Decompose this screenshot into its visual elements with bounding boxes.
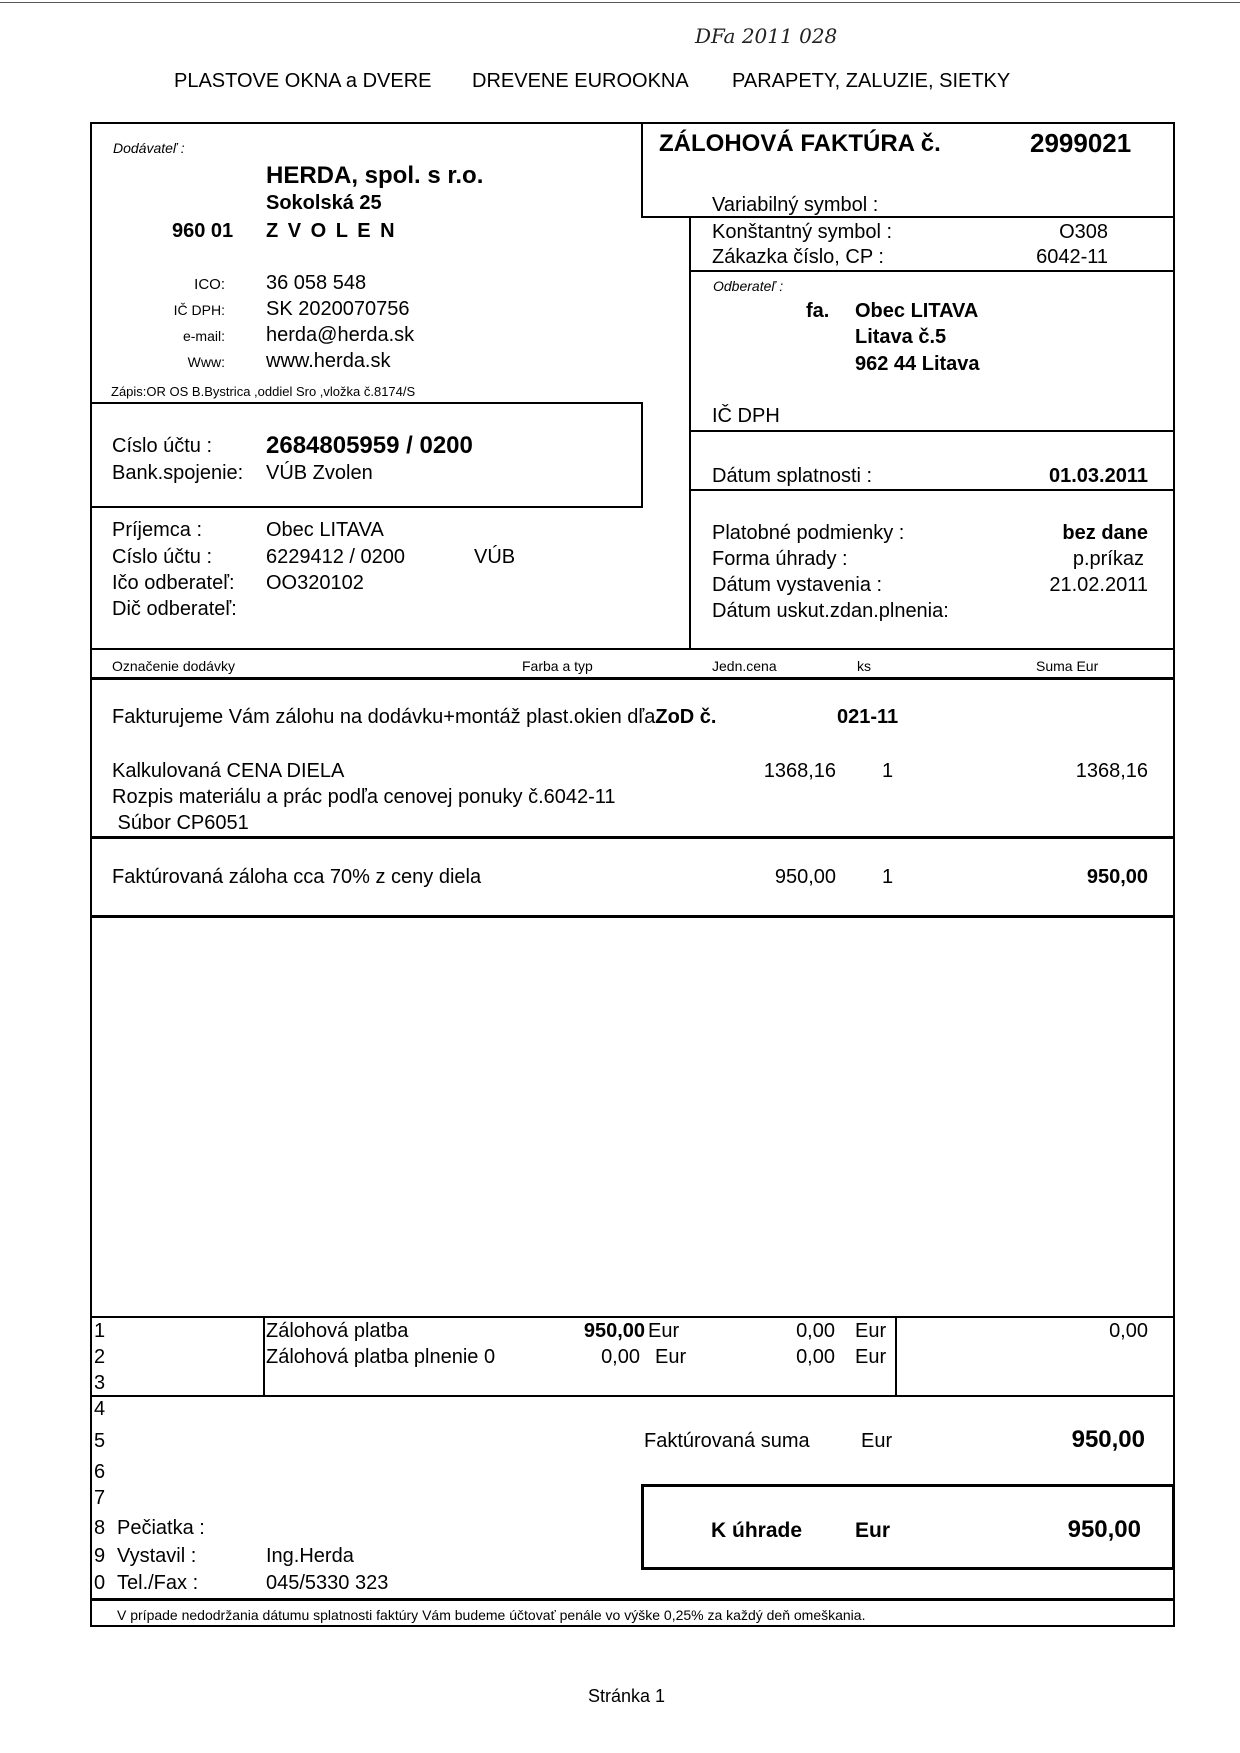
advance2-tax-currency: Eur [855, 1346, 887, 1368]
summary-inner-mid [895, 1316, 897, 1396]
row1-divider [90, 836, 1175, 839]
row1-qty: 1 [882, 760, 894, 782]
variable-symbol-label: Variabilný symbol : [712, 194, 879, 216]
stamp-label: Pečiatka : [117, 1517, 205, 1539]
row2-desc: Faktúrovaná záloha cca 70% z ceny diela [112, 866, 482, 888]
recipient-value: Obec LITAVA [266, 519, 384, 541]
supplier-registry: Zápis:OR OS B.Bystrica ,oddiel Sro ,vložka č.8174/S [111, 384, 416, 399]
order-label: Zákazka číslo, CP : [712, 246, 884, 268]
bank-name-value: VÚB Zvolen [266, 462, 373, 484]
intro-contract-number: 021-11 [837, 706, 899, 728]
row1-sum: 1368,16 [1075, 760, 1148, 782]
order-value: 6042-11 [1036, 246, 1108, 268]
invoice-title: ZÁLOHOVÁ FAKTÚRA č. [659, 130, 941, 157]
table-header-bottom [90, 677, 1175, 680]
advance-tax: 0,00 [796, 1320, 835, 1342]
col-sum: Suma Eur [1036, 658, 1099, 674]
customer-street: Litava č.5 [855, 326, 947, 348]
supplier-icdph: SK 2020070756 [266, 298, 410, 320]
row1-desc: Kalkulovaná CENA DIELA [112, 760, 345, 782]
issued-by-label: Vystavil : [117, 1545, 197, 1567]
advance-amount: 950,00 [583, 1320, 645, 1342]
constant-symbol-label: Konštantný symbol : [712, 221, 893, 243]
intro-text-main: Fakturujeme Vám zálohu na dodávku+montáž plast.okien dľa [112, 706, 656, 728]
recipient-account-value: 6229412 / 0200 [266, 546, 406, 568]
customer-prefix: fa. [806, 300, 830, 322]
line-number-4: 4 [94, 1398, 106, 1420]
invoiced-sum-amount: 950,00 [1071, 1426, 1145, 1453]
terms-value: bez dane [1062, 522, 1148, 544]
to-pay-label: K úhrade [711, 1519, 803, 1542]
supplier-label: Dodávateľ : [113, 140, 185, 156]
taxable-date-label: Dátum uskut.zdan.plnenia: [712, 600, 949, 622]
line-number-9: 9 [94, 1545, 106, 1567]
customer-city: 962 44 Litava [855, 353, 980, 375]
col-qty: ks [857, 658, 871, 674]
line-number-2: 2 [94, 1346, 106, 1368]
summary-top [90, 1316, 1175, 1318]
customer-ico-value: OO320102 [266, 572, 364, 594]
supplier-email[interactable]: herda@herda.sk [266, 324, 415, 346]
terms-label: Platobné podmienky : [712, 522, 905, 544]
col-designation: Označenie dodávky [112, 658, 235, 674]
scan-edge-line [0, 2, 1240, 3]
footer-penalty-note: V prípade nedodržania dátumu splatnosti faktúry Vám budeme účtovať penále vo výške 0,25% za každý deň omeškania. [117, 1607, 866, 1623]
supplier-www-label: Www: [187, 354, 225, 370]
issued-date-value: 21.02.2011 [1049, 574, 1148, 596]
bank-account-label: Císlo účtu : [112, 435, 213, 457]
table-header-top [90, 648, 1175, 650]
advance-label: Zálohová platba [266, 1320, 409, 1342]
phone-label: Tel./Fax : [117, 1572, 199, 1594]
summary-right-value: 0,00 [1109, 1320, 1148, 1342]
recipient-bank: VÚB [474, 546, 516, 568]
product-line-1: PLASTOVE OKNA a DVERE [174, 70, 432, 92]
order-divider [689, 270, 1175, 272]
supplier-icdph-label: IČ DPH: [173, 302, 225, 318]
supplier-www[interactable]: www.herda.sk [266, 350, 391, 372]
method-label: Forma úhrady : [712, 548, 848, 570]
col-unit-price: Jedn.cena [712, 658, 777, 674]
recipient-account-label: Císlo účtu : [112, 546, 213, 568]
supplier-ico: 36 058 548 [266, 272, 367, 294]
supplier-zip: 960 01 [172, 220, 234, 242]
footer-divider [90, 1598, 1175, 1601]
intro-text-bold: ZoD č. [655, 706, 717, 728]
phone-value: 045/5330 323 [266, 1572, 389, 1594]
invoiced-sum-label: Faktúrovaná suma [644, 1430, 810, 1452]
supplier-street: Sokolská 25 [266, 192, 382, 214]
row2-qty: 1 [882, 866, 894, 888]
advance2-amount: 0,00 [601, 1346, 640, 1368]
customer-name: Obec LITAVA [855, 300, 979, 322]
line-number-7: 7 [94, 1487, 106, 1509]
due-date-divider [689, 489, 1175, 491]
customer-dic-label: Dič odberateľ: [112, 598, 237, 620]
method-value: p.príkaz [1072, 548, 1144, 570]
row1-unit-price: 1368,16 [763, 760, 836, 782]
product-line-3: PARAPETY, ZALUZIE, SIETKY [732, 70, 1011, 92]
row2-sum: 950,00 [1086, 866, 1148, 888]
due-date-value: 01.03.2011 [1049, 465, 1148, 487]
due-date-label: Dátum splatnosti : [712, 465, 873, 487]
row1-desc2: Rozpis materiálu a prác podľa cenovej ponuky č.6042-11 [112, 786, 616, 808]
right-column-divider [689, 218, 691, 650]
advance2-tax: 0,00 [796, 1346, 835, 1368]
row1-desc3: Súbor CP6051 [112, 812, 249, 834]
customer-label: Odberateľ : [713, 278, 784, 294]
invoice-number: 2999021 [1030, 128, 1132, 158]
bank-account-value: 2684805959 / 0200 [266, 432, 473, 459]
supplier-ico-label: ICO: [194, 276, 225, 293]
supplier-email-label: e-mail: [182, 328, 225, 344]
row2-divider [90, 915, 1175, 918]
page-number: Stránka 1 [588, 1686, 666, 1706]
issued-by-value: Ing.Herda [266, 1545, 354, 1567]
advance2-label [266, 1346, 495, 1369]
to-pay-currency: Eur [855, 1519, 891, 1542]
bank-name-label: Bank.spojenie: [112, 462, 244, 484]
advance-currency: Eur [648, 1320, 680, 1342]
advance2-currency: Eur [655, 1346, 687, 1368]
intro-text [112, 706, 717, 729]
supplier-name: HERDA, spol. s r.o. [266, 162, 484, 189]
constant-symbol-value: O308 [1059, 221, 1108, 243]
line-number-3: 3 [94, 1372, 106, 1394]
handwritten-note: DFa 2011 028 [695, 24, 838, 48]
line-number-5: 5 [94, 1430, 106, 1452]
customer-ico-label: Ičo odberateľ: [112, 572, 235, 594]
issued-date-label: Dátum vystavenia : [712, 574, 883, 596]
line-number-0: 0 [94, 1572, 106, 1594]
customer-icdph-label: IČ DPH [712, 405, 780, 427]
to-pay-amount: 950,00 [1067, 1516, 1141, 1543]
row2-unit-price: 950,00 [774, 866, 836, 888]
supplier-city: Z V O L E N [266, 220, 397, 242]
line-number-8: 8 [94, 1517, 106, 1539]
advance2-label-text: Zálohová platba plnenie 0 [266, 1346, 496, 1368]
line-number-1: 1 [94, 1320, 106, 1342]
product-line-2: DREVENE EUROOKNA [472, 70, 689, 92]
line-number-6: 6 [94, 1461, 106, 1483]
invoiced-sum-currency: Eur [861, 1430, 893, 1452]
summary-inner-left [263, 1316, 265, 1396]
icdph-divider [689, 430, 1175, 432]
summary-mid [90, 1395, 1175, 1397]
col-color-type: Farba a typ [522, 658, 593, 674]
advance-tax-currency: Eur [855, 1320, 887, 1342]
recipient-label: Príjemca : [112, 519, 203, 541]
